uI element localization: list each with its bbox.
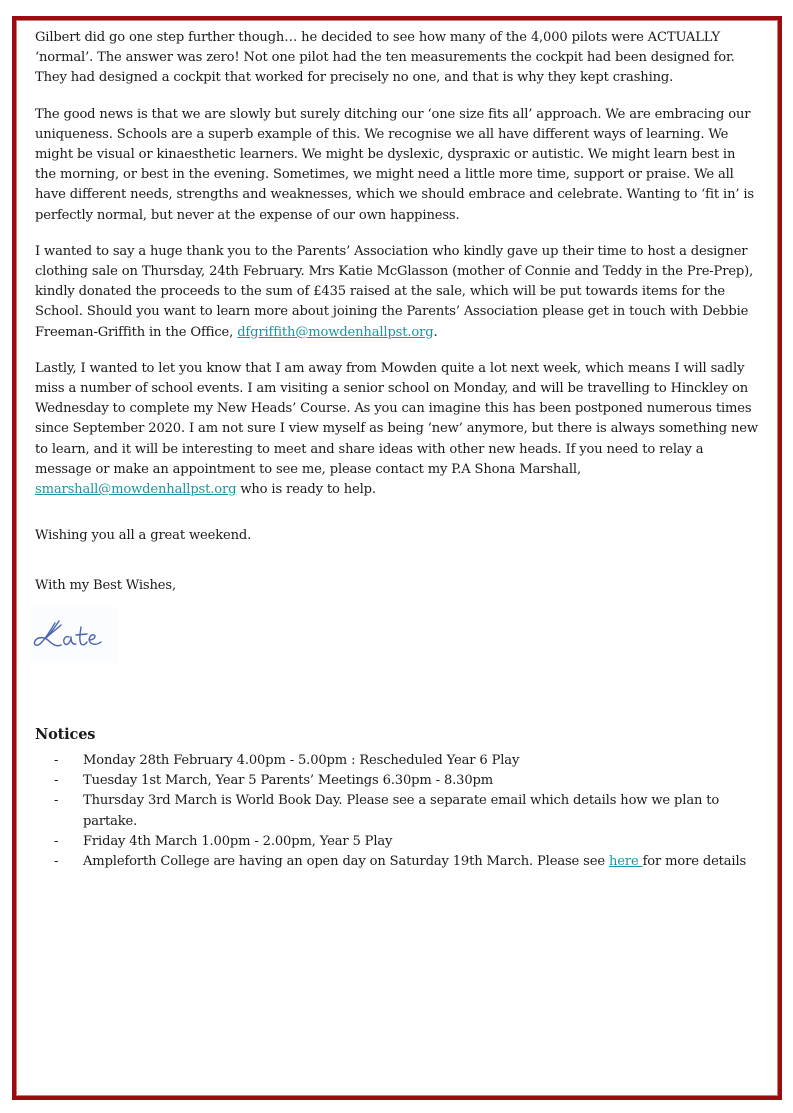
letter-content [35, 28, 760, 873]
paragraph-text: The good news is that we are slowly but surely ditching our ‘one size fits all’ approach. We are embracing our uniqueness. Schools are a superb example of this. We recognise we all have different ways of learning. We might be visual or kinaesthetic learners. We might be dyslexic, dyspraxic or autistic. We might learn best in the morning, or best in the evening. Sometimes, we might need a little more time, support or praise. We all have different needs, strengths and weaknesses, which we should embrace and celebrate. Wanting to ‘fit in’ is perfectly normal, but never at the expense of our own happiness. [35, 106, 754, 223]
notices-list [35, 751, 760, 873]
notices-heading: Notices [35, 725, 96, 743]
notice-item [35, 751, 760, 771]
notice-text-end: for more details [642, 854, 747, 870]
paragraph-text-end: who is ready to help. [236, 482, 376, 498]
dash-bullet-icon: - [54, 773, 59, 789]
paragraph-text: I wanted to say a huge thank you to the Parents’ Association who kindly gave up their time to host a designer clothing sale on Thursday, 24th February. Mrs Katie McGlasson (mother of Connie and Teddy in the Pre-Prep), kindly donated the proceeds to the sum of £435 raised at the sale, which will be put towards items for the School. Should you want to learn more about joining the Parents’ Association please get in touch with Debbie Freeman-Griffith in the Office, [35, 243, 754, 340]
paragraph-uniqueness [35, 105, 760, 226]
email-link-dfgriffith[interactable]: dfgriffith@mowdenhallpst.org [237, 324, 434, 340]
paragraph-text: Gilbert did go one step further though… he decided to see how many of the 4,000 pilots were ACTUALLY ‘normal’. The answer was zero! Not one pilot had the ten measurements the cockpit had been designed for. They had designed a cockpit that worked for precisely no one, and that is why they kept crashing. [35, 30, 735, 86]
notice-text: Ampleforth College are having an open day on Saturday 19th March. Please see [83, 854, 609, 870]
notice-text: Friday 4th March 1.00pm - 2.00pm, Year 5 Play [83, 834, 393, 850]
sign-off-text: With my Best Wishes, [35, 578, 176, 594]
dash-bullet-icon: - [54, 834, 59, 850]
closing-line [35, 526, 760, 546]
paragraph-cockpit [35, 28, 760, 89]
paragraph-text-end: . [433, 324, 438, 340]
sign-off [35, 576, 760, 596]
notice-item [35, 832, 760, 852]
dash-bullet-icon: - [54, 854, 59, 870]
closing-text: Wishing you all a great weekend. [35, 528, 252, 544]
signature-kate-icon [29, 607, 117, 663]
notice-item [35, 791, 760, 832]
paragraph-text: Lastly, I wanted to let you know that I am away from Mowden quite a lot next week, which means I will sadly miss a number of school events. I am visiting a senior school on Monday, and will be travelling to Hinckley on Wednesday to complete my New Heads’ Course. As you can imagine this has been postponed numerous times since September 2020. I am not sure I view myself as being ‘new’ anymore, but there is always something new to learn, and it will be interesting to meet and share ideas with other new heads. If you need to relay a message or make an appointment to see me, please contact my P.A Shona Marshall, [35, 360, 758, 477]
ampleforth-open-day-link[interactable]: here [608, 854, 643, 870]
notice-item [35, 852, 760, 872]
notice-text: Thursday 3rd March is World Book Day. Please see a separate email which details how we plan to partake. [83, 793, 720, 829]
paragraph-away-next-week [35, 359, 760, 500]
dash-bullet-icon: - [54, 752, 59, 768]
notice-text: Tuesday 1st March, Year 5 Parents’ Meetings 6.30pm - 8.30pm [83, 773, 494, 789]
notice-item [35, 771, 760, 791]
email-link-smarshall[interactable]: smarshall@mowdenhallpst.org [35, 482, 237, 498]
dash-bullet-icon: - [54, 793, 59, 809]
signature-image [29, 607, 117, 663]
paragraph-parents-association [35, 242, 760, 343]
notice-text: Monday 28th February 4.00pm - 5.00pm : Rescheduled Year 6 Play [83, 752, 520, 768]
